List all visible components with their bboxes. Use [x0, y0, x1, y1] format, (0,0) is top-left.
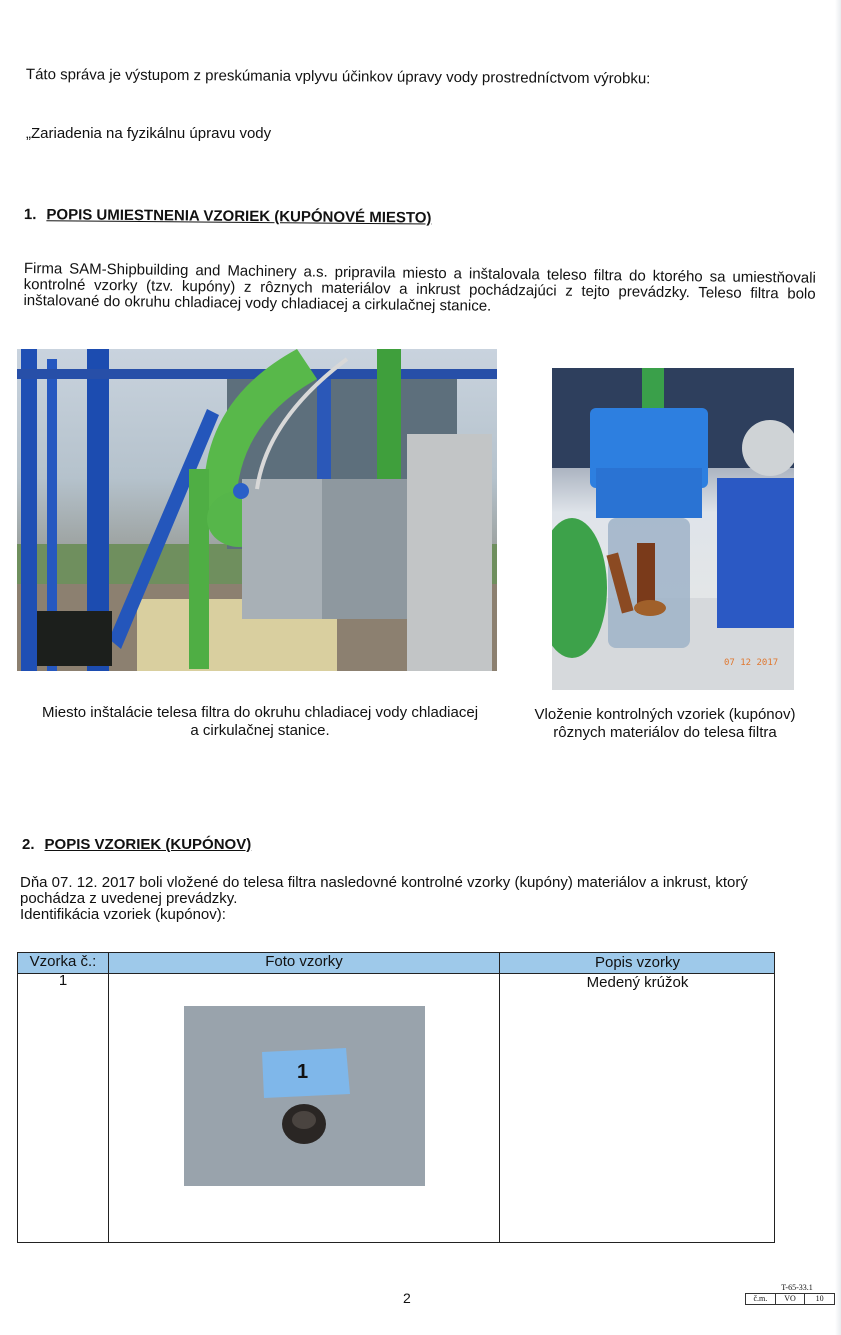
form-code: T-65-33.1	[781, 1283, 813, 1292]
intro-line-1: Táto správa je výstupom z preskúmania vplyvu účinkov úpravy vody prostredníctvom výrobku:	[25, 66, 651, 88]
form-box: č.m.	[746, 1294, 776, 1304]
table-row-description: Medený krúžok	[586, 974, 689, 991]
section-2-line-1: Dňa 07. 12. 2017 boli vložené do telesa filtra nasledovné kontrolné vzorky (kupóny) materiálov a inkrust, ktorý	[20, 874, 748, 891]
section-2-number: 2.	[22, 836, 35, 853]
table-header-photo: Foto vzorky	[265, 953, 343, 970]
section-2-title: POPIS VZORIEK (KUPÓNOV)	[44, 836, 252, 853]
intro-line-2: „Zariadenia na fyzikálnu úpravu vody	[26, 125, 272, 142]
form-box: 10	[815, 1294, 824, 1303]
table-header-sample-number: Vzorka č.:	[29, 953, 97, 970]
sample-1-photo-label: 1	[297, 1061, 309, 1083]
table-divider	[108, 953, 109, 1242]
table-row-sample-number: 1	[58, 972, 68, 989]
section-2-line-3: Identifikácia vzoriek (kupónov):	[20, 906, 226, 923]
section-1-paragraph: Firma SAM-Shipbuilding and Machinery a.s. pripravila miesto a inštalovala teleso filtra do ktorého sa umiestňovali kontrolné vzorky (tzv. kupóny) z rôznych materiálov a inkrust pochádzajúci z tejto prevádzky. Teleso filtra bolo inštalované do okruhu chladiacej vody chladiacej a cirkulačnej stanice.	[23, 260, 816, 315]
section-1-title: POPIS UMIESTNENIA VZORIEK (KUPÓNOVÉ MIESTO)	[46, 206, 432, 227]
form-identifier	[745, 1283, 835, 1305]
page-number: 2	[403, 1290, 411, 1306]
photo-left-caption: Miesto inštalácie telesa filtra do okruhu chladiacej vody chladiacej a cirkulačnej stanice.	[41, 704, 479, 739]
photo-right-caption-line-2: rôznych materiálov do telesa filtra	[553, 724, 777, 741]
photo-date-stamp: 07 12 2017	[724, 658, 779, 668]
section-2-line-2: pochádza z uvedenej prevádzky.	[20, 890, 238, 907]
section-1-number: 1.	[23, 206, 37, 224]
sample-insertion-photo	[552, 368, 794, 690]
table-header-description: Popis vzorky	[594, 954, 681, 971]
sample-1-photo	[184, 1006, 425, 1186]
table-divider	[499, 953, 500, 1242]
page-edge-shadow	[835, 0, 841, 1335]
photo-right-caption-line-1: Vloženie kontrolných vzoriek (kupónov)	[534, 706, 796, 723]
section-1-heading	[24, 206, 432, 227]
form-box: VO	[776, 1294, 806, 1304]
section-2-heading	[22, 836, 251, 853]
form-boxes	[745, 1293, 835, 1305]
photo-right-caption	[510, 706, 820, 742]
section-2-paragraph	[20, 875, 815, 923]
filter-installation-photo	[17, 349, 497, 671]
